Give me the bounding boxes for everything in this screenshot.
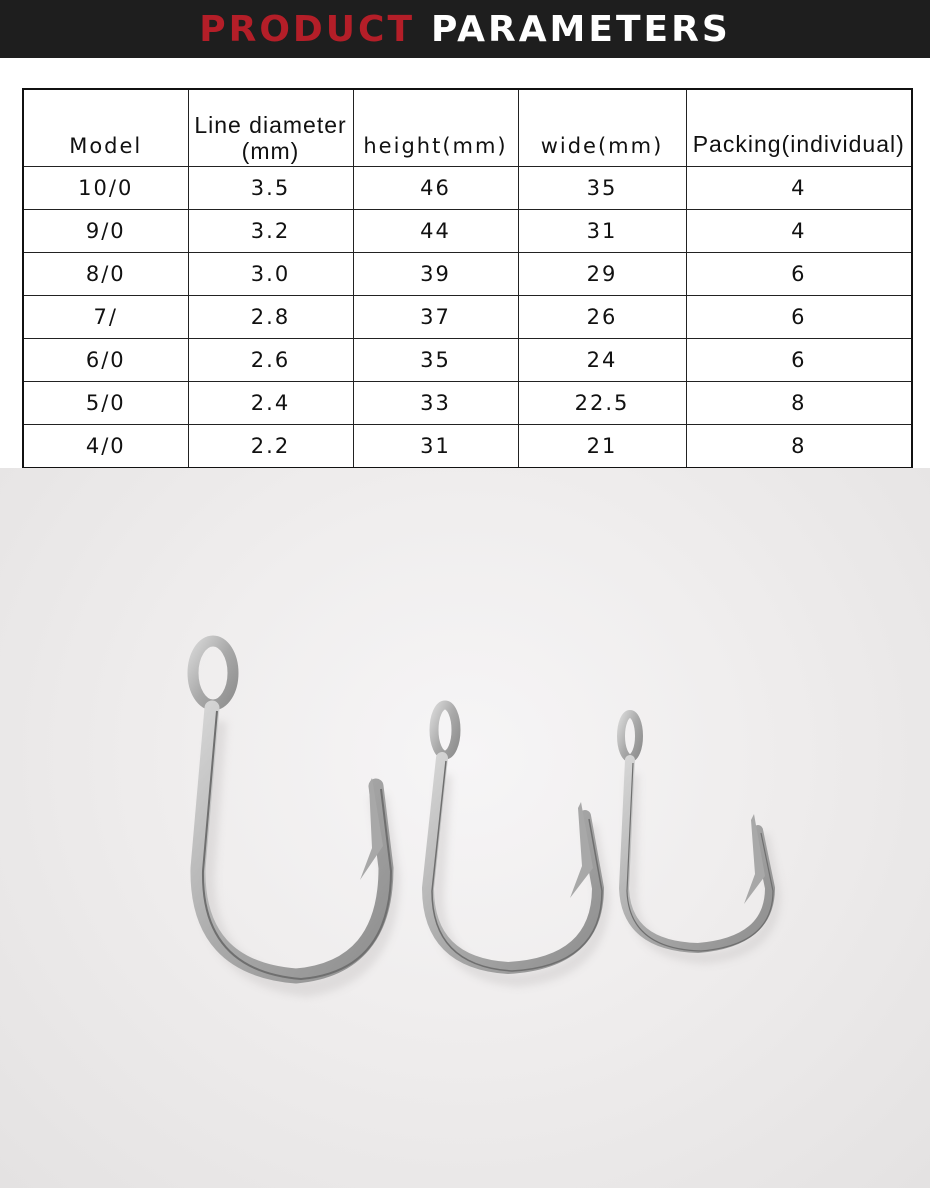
cell-packing: 8 — [686, 382, 912, 425]
cell-wide: 24 — [518, 339, 686, 382]
header-wide: wide(mm) — [518, 89, 686, 167]
header-height: height(mm) — [353, 89, 518, 167]
cell-model: 6/0 — [23, 339, 188, 382]
cell-line-diameter: 2.8 — [188, 296, 353, 339]
cell-packing: 6 — [686, 339, 912, 382]
table-row — [23, 339, 912, 382]
cell-packing: 4 — [686, 167, 912, 210]
cell-height: 31 — [353, 425, 518, 469]
cell-line-diameter: 3.5 — [188, 167, 353, 210]
table-row — [23, 425, 912, 469]
cell-height: 39 — [353, 253, 518, 296]
header-line-diameter-unit: (mm) — [241, 138, 300, 164]
cell-model: 7/ — [23, 296, 188, 339]
cell-model: 8/0 — [23, 253, 188, 296]
table-row — [23, 253, 912, 296]
cell-line-diameter: 3.0 — [188, 253, 353, 296]
banner-title-red: PRODUCT — [199, 8, 416, 50]
cell-line-diameter: 2.6 — [188, 339, 353, 382]
small-hook-icon — [621, 714, 775, 958]
medium-hook-icon — [428, 705, 603, 980]
cell-packing: 8 — [686, 425, 912, 469]
banner — [0, 0, 930, 58]
cell-height: 44 — [353, 210, 518, 253]
cell-model: 4/0 — [23, 425, 188, 469]
cell-model: 9/0 — [23, 210, 188, 253]
cell-packing: 6 — [686, 296, 912, 339]
cell-height: 35 — [353, 339, 518, 382]
cell-wide: 26 — [518, 296, 686, 339]
cell-packing: 6 — [686, 253, 912, 296]
cell-wide: 31 — [518, 210, 686, 253]
product-photo — [0, 468, 930, 1188]
cell-model: 10/0 — [23, 167, 188, 210]
cell-height: 33 — [353, 382, 518, 425]
cell-wide: 22.5 — [518, 382, 686, 425]
header-line-diameter-label: Line diameter — [194, 112, 347, 138]
cell-line-diameter: 2.4 — [188, 382, 353, 425]
parameters-table — [22, 88, 913, 469]
header-line-diameter — [188, 89, 353, 167]
cell-wide: 21 — [518, 425, 686, 469]
cell-wide: 35 — [518, 167, 686, 210]
header-packing: Packing(individual) — [686, 89, 912, 167]
table-row — [23, 167, 912, 210]
hooks-illustration — [0, 468, 930, 1188]
cell-line-diameter: 3.2 — [188, 210, 353, 253]
cell-height: 37 — [353, 296, 518, 339]
cell-wide: 29 — [518, 253, 686, 296]
cell-height: 46 — [353, 167, 518, 210]
table-row — [23, 382, 912, 425]
header-model: Model — [23, 89, 188, 167]
table-header-row — [23, 89, 912, 167]
banner-title-white: PARAMETERS — [431, 8, 731, 50]
large-hook-icon — [193, 641, 391, 988]
table-row — [23, 296, 912, 339]
cell-line-diameter: 2.2 — [188, 425, 353, 469]
cell-model: 5/0 — [23, 382, 188, 425]
cell-packing: 4 — [686, 210, 912, 253]
table-row — [23, 210, 912, 253]
